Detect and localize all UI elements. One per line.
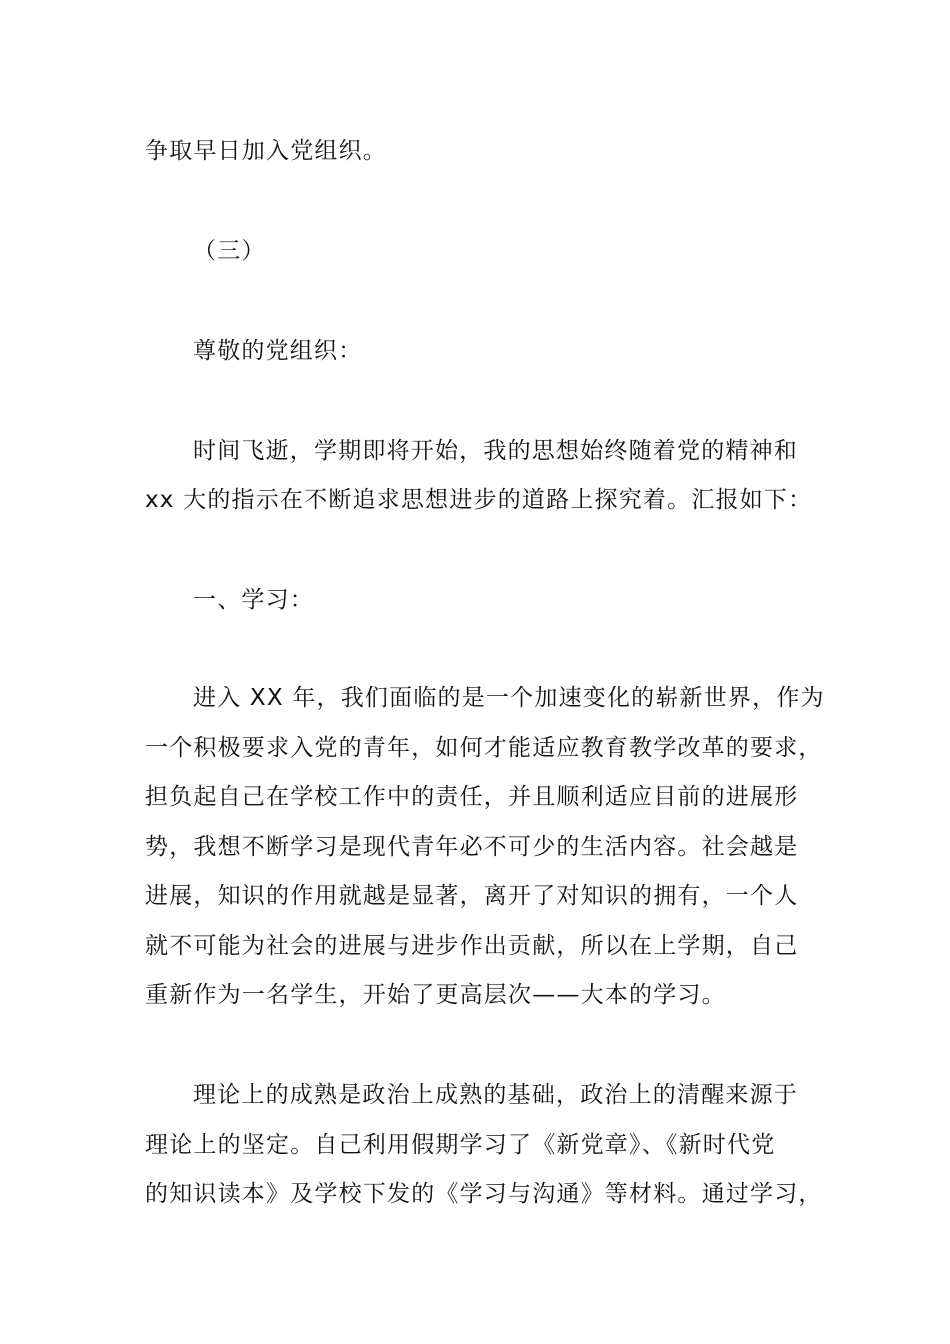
- salutation: 尊敬的党组织：: [193, 338, 363, 364]
- paragraph-line: 一个积极要求入党的青年，如何才能适应教育教学改革的要求，: [145, 735, 823, 761]
- paragraph-line: 时间飞逝，学期即将开始，我的思想始终随着党的精神和: [193, 438, 798, 464]
- paragraph-line: 重新作为一名学生，开始了更高层次——大本的学习。: [145, 982, 726, 1008]
- paragraph-line: 理论上的成熟是政治上成熟的基础，政治上的清醒来源于: [193, 1082, 798, 1108]
- section-number: （三）: [193, 238, 266, 264]
- paragraph-line: 进入 XX 年，我们面临的是一个加速变化的崭新世界，作为: [193, 685, 825, 711]
- paragraph-line: 理论上的坚定。自己利用假期学习了《新党章》、《新时代党: [145, 1132, 776, 1158]
- paragraph-line: xx 大的指示在不断追求思想进步的道路上探究着。汇报如下：: [145, 487, 813, 513]
- section-heading: 一、学习：: [193, 587, 314, 613]
- paragraph-line: 争取早日加入党组织。: [145, 138, 387, 164]
- paragraph-line: 进展，知识的作用就越是显著，离开了对知识的拥有，一个人: [145, 883, 799, 909]
- paragraph-line: 就不可能为社会的进展与进步作出贡献，所以在上学期，自己: [145, 933, 799, 959]
- paragraph-line: 的知识读本》及学校下发的《学习与沟通》等材料。通过学习，: [145, 1181, 823, 1207]
- paragraph-line: 势，我想不断学习是现代青年必不可少的生活内容。社会越是: [145, 834, 799, 860]
- paragraph-line: 担负起自己在学校工作中的责任，并且顺利适应目前的进展形: [145, 784, 799, 810]
